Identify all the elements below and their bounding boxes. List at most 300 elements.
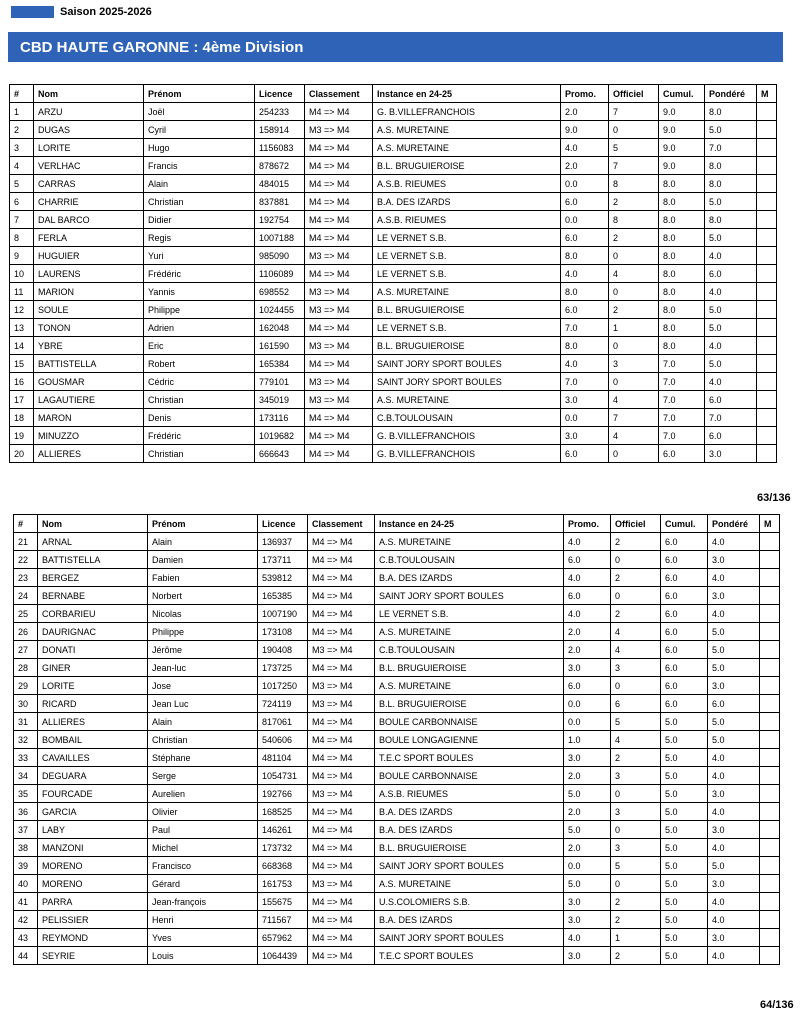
cell-classement: M4 => M4 [308,623,375,641]
cell-officiel: 0 [609,283,659,301]
cell-rank: 35 [14,785,38,803]
cell-cumul: 5.0 [661,875,708,893]
cell-licence: 192754 [255,211,305,229]
cell-promo: 0.0 [564,857,611,875]
cell-cumul: 5.0 [661,929,708,947]
cell-classement: M3 => M4 [305,247,373,265]
table-row [10,283,777,301]
cell-licence: 158914 [255,121,305,139]
table-row [10,229,777,247]
cell-cumul: 9.0 [659,121,705,139]
cell-m [757,391,777,409]
cell-instance: SAINT JORY SPORT BOULES [375,587,564,605]
cell-rank: 27 [14,641,38,659]
table-row [14,551,780,569]
cell-m [760,749,780,767]
cell-nom: MINUZZO [34,427,144,445]
cell-cumul: 8.0 [659,265,705,283]
cell-officiel: 4 [611,641,661,659]
cell-officiel: 4 [609,391,659,409]
cell-classement: M4 => M4 [305,319,373,337]
table-row [10,121,777,139]
cell-nom: BATTISTELLA [34,355,144,373]
cell-classement: M4 => M4 [308,857,375,875]
cell-instance: A.S. MURETAINE [375,533,564,551]
cell-officiel: 1 [609,319,659,337]
cell-classement: M4 => M4 [308,893,375,911]
cell-classement: M4 => M4 [308,605,375,623]
cell-rank: 34 [14,767,38,785]
season-label: Saison 2025-2026 [60,6,152,18]
cell-promo: 3.0 [564,749,611,767]
cell-prenom: Yuri [144,247,255,265]
column-header-promo: Promo. [564,515,611,533]
column-header-prenom: Prénom [148,515,258,533]
cell-prenom: Christian [144,391,255,409]
cell-promo: 6.0 [561,193,609,211]
division-title: CBD HAUTE GARONNE : 4ème Division [8,32,783,62]
column-header-cumul: Cumul. [659,85,705,103]
cell-pondere: 6.0 [705,391,757,409]
cell-rank: 14 [10,337,34,355]
cell-licence: 985090 [255,247,305,265]
table-row [14,749,780,767]
cell-classement: M4 => M4 [305,193,373,211]
cell-pondere: 8.0 [705,103,757,121]
column-header-nom: Nom [38,515,148,533]
cell-licence: 173725 [258,659,308,677]
cell-m [757,103,777,121]
cell-pondere: 4.0 [708,947,760,965]
cell-pondere: 5.0 [705,301,757,319]
cell-m [760,713,780,731]
cell-m [760,569,780,587]
cell-nom: ALLIERES [34,445,144,463]
cell-promo: 6.0 [561,301,609,319]
cell-nom: BERGEZ [38,569,148,587]
cell-rank: 28 [14,659,38,677]
cell-promo: 8.0 [561,283,609,301]
cell-classement: M4 => M4 [308,731,375,749]
cell-officiel: 0 [611,785,661,803]
column-header-officiel: Officiel [611,515,661,533]
cell-instance: A.S. MURETAINE [375,623,564,641]
cell-classement: M4 => M4 [305,211,373,229]
table-row [14,659,780,677]
cell-instance: A.S. MURETAINE [375,677,564,695]
cell-instance: B.A. DES IZARDS [375,911,564,929]
table-row [10,247,777,265]
cell-licence: 1156083 [255,139,305,157]
cell-officiel: 2 [611,947,661,965]
cell-cumul: 9.0 [659,157,705,175]
cell-licence: 345019 [255,391,305,409]
cell-rank: 4 [10,157,34,175]
cell-m [760,767,780,785]
cell-promo: 7.0 [561,319,609,337]
cell-classement: M3 => M4 [305,391,373,409]
cell-licence: 155675 [258,893,308,911]
cell-licence: 136937 [258,533,308,551]
cell-officiel: 0 [611,875,661,893]
cell-promo: 4.0 [564,533,611,551]
cell-promo: 4.0 [564,605,611,623]
cell-licence: 779101 [255,373,305,391]
cell-rank: 24 [14,587,38,605]
header-row [10,85,777,103]
column-header-promo: Promo. [561,85,609,103]
cell-officiel: 8 [609,211,659,229]
cell-licence: 1024455 [255,301,305,319]
cell-classement: M4 => M4 [308,569,375,587]
cell-nom: DAURIGNAC [38,623,148,641]
cell-instance: LE VERNET S.B. [373,265,561,283]
table-row [10,103,777,121]
table-row [14,605,780,623]
cell-licence: 161753 [258,875,308,893]
cell-cumul: 8.0 [659,337,705,355]
cell-promo: 0.0 [561,409,609,427]
cell-cumul: 6.0 [661,641,708,659]
cell-prenom: Gérard [148,875,258,893]
cell-officiel: 0 [609,247,659,265]
cell-instance: A.S. MURETAINE [373,139,561,157]
cell-nom: FOURCADE [38,785,148,803]
cell-officiel: 7 [609,103,659,121]
cell-officiel: 3 [611,659,661,677]
cell-nom: SEYRIE [38,947,148,965]
cell-officiel: 2 [611,911,661,929]
cell-classement: M3 => M4 [305,283,373,301]
cell-pondere: 6.0 [705,265,757,283]
cell-pondere: 4.0 [708,839,760,857]
cell-rank: 3 [10,139,34,157]
cell-officiel: 7 [609,409,659,427]
cell-instance: LE VERNET S.B. [373,229,561,247]
cell-instance: A.S.B. RIEUMES [373,175,561,193]
cell-licence: 173732 [258,839,308,857]
cell-cumul: 6.0 [661,569,708,587]
cell-nom: MARION [34,283,144,301]
cell-classement: M3 => M4 [305,301,373,319]
column-header-pondere: Pondéré [705,85,757,103]
cell-m [760,533,780,551]
cell-m [757,337,777,355]
cell-m [760,641,780,659]
cell-prenom: Robert [144,355,255,373]
cell-instance: B.A. DES IZARDS [373,193,561,211]
cell-promo: 6.0 [564,587,611,605]
cell-rank: 37 [14,821,38,839]
cell-promo: 3.0 [564,911,611,929]
cell-m [760,911,780,929]
cell-licence: 711567 [258,911,308,929]
cell-promo: 0.0 [564,695,611,713]
cell-licence: 162048 [255,319,305,337]
cell-pondere: 3.0 [708,821,760,839]
cell-classement: M4 => M4 [308,803,375,821]
cell-officiel: 2 [609,229,659,247]
cell-licence: 1019682 [255,427,305,445]
season-marker [11,6,54,18]
cell-nom: ARNAL [38,533,148,551]
cell-m [757,175,777,193]
cell-prenom: Michel [148,839,258,857]
cell-pondere: 6.0 [705,427,757,445]
cell-prenom: Louis [148,947,258,965]
cell-cumul: 5.0 [661,749,708,767]
cell-instance: B.L. BRUGUIEROISE [373,301,561,319]
cell-nom: HUGUIER [34,247,144,265]
cell-promo: 5.0 [564,821,611,839]
cell-cumul: 5.0 [661,803,708,821]
cell-officiel: 4 [611,731,661,749]
cell-officiel: 1 [611,929,661,947]
cell-promo: 8.0 [561,337,609,355]
table-row [10,319,777,337]
cell-instance: B.L. BRUGUIEROISE [373,157,561,175]
cell-prenom: Nicolas [148,605,258,623]
cell-promo: 3.0 [564,659,611,677]
cell-officiel: 0 [609,337,659,355]
cell-prenom: Olivier [148,803,258,821]
column-header-officiel: Officiel [609,85,659,103]
cell-m [757,355,777,373]
cell-rank: 40 [14,875,38,893]
cell-pondere: 4.0 [705,247,757,265]
cell-m [757,229,777,247]
table-body [14,533,780,965]
cell-instance: G. B.VILLEFRANCHOIS [373,445,561,463]
cell-pondere: 5.0 [708,659,760,677]
cell-classement: M4 => M4 [308,551,375,569]
cell-nom: CARRAS [34,175,144,193]
cell-m [757,319,777,337]
table-row [10,157,777,175]
cell-rank: 36 [14,803,38,821]
cell-promo: 5.0 [564,785,611,803]
cell-classement: M4 => M4 [305,409,373,427]
cell-rank: 26 [14,623,38,641]
cell-promo: 2.0 [564,767,611,785]
cell-instance: C.B.TOULOUSAIN [375,551,564,569]
table-row [14,785,780,803]
cell-instance: B.L. BRUGUIEROISE [375,839,564,857]
cell-cumul: 7.0 [659,355,705,373]
cell-prenom: Joël [144,103,255,121]
cell-instance: SAINT JORY SPORT BOULES [375,929,564,947]
table-row [14,587,780,605]
cell-promo: 6.0 [561,229,609,247]
cell-officiel: 4 [609,427,659,445]
cell-rank: 7 [10,211,34,229]
cell-instance: A.S. MURETAINE [373,391,561,409]
cell-rank: 42 [14,911,38,929]
cell-pondere: 6.0 [708,695,760,713]
cell-licence: 192766 [258,785,308,803]
cell-cumul: 6.0 [661,551,708,569]
cell-pondere: 5.0 [705,121,757,139]
cell-licence: 657962 [258,929,308,947]
table-row [14,695,780,713]
table-row [10,391,777,409]
cell-licence: 837881 [255,193,305,211]
cell-m [760,623,780,641]
cell-rank: 5 [10,175,34,193]
cell-m [760,785,780,803]
cell-m [760,821,780,839]
cell-licence: 254233 [255,103,305,121]
cell-rank: 12 [10,301,34,319]
cell-licence: 484015 [255,175,305,193]
cell-rank: 39 [14,857,38,875]
cell-classement: M3 => M4 [308,641,375,659]
cell-m [757,301,777,319]
column-header-prenom: Prénom [144,85,255,103]
cell-prenom: Aurelien [148,785,258,803]
cell-instance: C.B.TOULOUSAIN [373,409,561,427]
table-row [14,641,780,659]
cell-rank: 30 [14,695,38,713]
table-row [14,677,780,695]
cell-promo: 6.0 [564,551,611,569]
cell-classement: M4 => M4 [308,947,375,965]
column-header-pondere: Pondéré [708,515,760,533]
cell-nom: GARCIA [38,803,148,821]
cell-officiel: 0 [611,551,661,569]
cell-promo: 3.0 [561,391,609,409]
cell-rank: 22 [14,551,38,569]
cell-pondere: 5.0 [705,355,757,373]
cell-pondere: 4.0 [705,373,757,391]
cell-prenom: Stéphane [148,749,258,767]
cell-pondere: 4.0 [708,533,760,551]
cell-classement: M4 => M4 [305,157,373,175]
cell-pondere: 8.0 [705,157,757,175]
cell-cumul: 8.0 [659,301,705,319]
table-row [14,569,780,587]
cell-classement: M4 => M4 [305,103,373,121]
cell-nom: BERNABE [38,587,148,605]
cell-officiel: 2 [611,893,661,911]
cell-cumul: 7.0 [659,391,705,409]
cell-promo: 2.0 [561,103,609,121]
cell-pondere: 7.0 [705,409,757,427]
cell-instance: BOULE LONGAGIENNE [375,731,564,749]
column-header-rank: # [14,515,38,533]
table-row [14,929,780,947]
page-number: 63/136 [757,492,791,504]
cell-officiel: 7 [609,157,659,175]
cell-nom: DAL BARCO [34,211,144,229]
cell-m [760,947,780,965]
cell-nom: MARON [34,409,144,427]
cell-m [757,409,777,427]
cell-prenom: Frédéric [144,265,255,283]
cell-officiel: 2 [611,533,661,551]
cell-pondere: 4.0 [708,605,760,623]
cell-licence: 165385 [258,587,308,605]
cell-pondere: 4.0 [708,803,760,821]
cell-instance: B.A. DES IZARDS [375,569,564,587]
cell-licence: 1007190 [258,605,308,623]
cell-cumul: 5.0 [661,857,708,875]
cell-rank: 2 [10,121,34,139]
cell-licence: 161590 [255,337,305,355]
cell-instance: A.S.B. RIEUMES [375,785,564,803]
column-header-classement: Classement [305,85,373,103]
cell-officiel: 3 [611,767,661,785]
column-header-licence: Licence [255,85,305,103]
cell-rank: 25 [14,605,38,623]
cell-prenom: Jérôme [148,641,258,659]
cell-prenom: Adrien [144,319,255,337]
cell-nom: DUGAS [34,121,144,139]
cell-officiel: 0 [611,821,661,839]
cell-instance: B.L. BRUGUIEROISE [375,659,564,677]
cell-cumul: 5.0 [661,947,708,965]
cell-officiel: 0 [609,121,659,139]
table-row [14,731,780,749]
cell-cumul: 5.0 [661,767,708,785]
cell-officiel: 6 [611,695,661,713]
cell-nom: LAURENS [34,265,144,283]
cell-m [760,893,780,911]
cell-nom: PARRA [38,893,148,911]
column-header-m: M [757,85,777,103]
cell-cumul: 9.0 [659,139,705,157]
cell-licence: 1054731 [258,767,308,785]
cell-licence: 1064439 [258,947,308,965]
cell-promo: 0.0 [561,211,609,229]
table-row [14,857,780,875]
cell-rank: 32 [14,731,38,749]
cell-officiel: 0 [609,373,659,391]
column-header-cumul: Cumul. [661,515,708,533]
cell-prenom: Frédéric [144,427,255,445]
cell-classement: M4 => M4 [305,445,373,463]
cell-pondere: 3.0 [705,445,757,463]
cell-instance: BOULE CARBONNAISE [375,767,564,785]
cell-officiel: 2 [611,569,661,587]
cell-classement: M4 => M4 [308,533,375,551]
cell-prenom: Damien [148,551,258,569]
cell-licence: 878672 [255,157,305,175]
cell-rank: 10 [10,265,34,283]
cell-classement: M4 => M4 [305,427,373,445]
cell-nom: TONON [34,319,144,337]
cell-prenom: Hugo [144,139,255,157]
cell-instance: T.E.C SPORT BOULES [375,749,564,767]
cell-classement: M4 => M4 [308,821,375,839]
cell-promo: 1.0 [564,731,611,749]
cell-classement: M4 => M4 [308,587,375,605]
table-row [10,337,777,355]
cell-prenom: Francisco [148,857,258,875]
cell-officiel: 2 [609,301,659,319]
cell-promo: 0.0 [561,175,609,193]
cell-rank: 21 [14,533,38,551]
cell-m [760,695,780,713]
cell-rank: 23 [14,569,38,587]
cell-pondere: 5.0 [708,713,760,731]
cell-nom: GINER [38,659,148,677]
cell-instance: B.A. DES IZARDS [375,821,564,839]
cell-m [757,121,777,139]
column-header-nom: Nom [34,85,144,103]
cell-classement: M4 => M4 [308,749,375,767]
cell-nom: LABY [38,821,148,839]
